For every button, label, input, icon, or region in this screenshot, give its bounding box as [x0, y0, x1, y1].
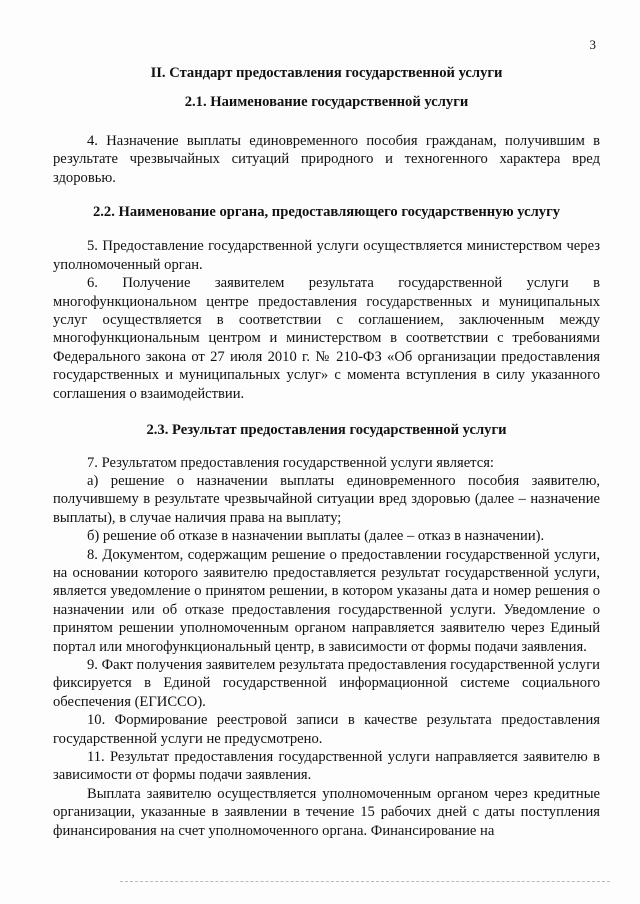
paragraph-9: 9. Факт получения заявителем результата предоставления государственной услуги фиксируется в Единой государственной информационной системе социального обеспечения (ЕГИССО). — [53, 656, 600, 710]
paragraph-7: 7. Результатом предоставления государственной услуги является: — [87, 454, 494, 471]
page-bottom-divider — [120, 881, 610, 882]
paragraph-10: 10. Формирование реестровой записи в качестве результата предоставления государственной услуги не предусмотрено. — [53, 712, 600, 747]
page-number: 3 — [589, 37, 596, 52]
section-title: II. Стандарт предоставления государственной услуги — [150, 65, 503, 81]
subsection-heading-2-1: 2.1. Наименование государственной услуги — [184, 94, 469, 111]
paragraph-4: 4. Назначение выплаты единовременного пособия гражданам, получившим в результате чрезвычайных ситуаций природного и техногенного характера вред здоровью. — [53, 132, 600, 186]
subsection-heading-2-3: 2.3. Результат предоставления государственной услуги — [146, 422, 507, 439]
paragraph-7a: а) решение о назначении выплаты единовременного пособия заявителю, получившему в результате чрезвычайной ситуации вред здоровью (далее – назначение выплаты), в случае наличия права на выплату; — [53, 472, 600, 526]
paragraph-6: 6. Получение заявителем результата государственной услуги в многофункциональном центре предоставления государственных и муниципальных услуг осуществляется в соответствии с соглашением, заключенным между многофункциональным центром и министерством в соответствии с требованиями Федерального закона от 27 июля 2010 г. № 210-ФЗ «Об организации предоставления государственных и муниципальных услуг» с момента вступления в силу указанного соглашения о взаимодействии. — [53, 275, 600, 402]
paragraph-7b: б) решение об отказе в назначении выплаты (далее – отказ в назначении). — [87, 528, 545, 545]
paragraph-5: 5. Предоставление государственной услуги осуществляется министерством через уполномоченный орган. — [53, 238, 600, 273]
paragraph-8: 8. Документом, содержащим решение о предоставлении государственной услуги, на основании которого заявителю предоставляется результат государственной услуги, является уведомление о принятом решении, в котором указаны дата и номер решения о назначении или об отказе предоставления государственной услуги. Уведомление о принятом решении уполномоченным органом направляется заявителю через Единый портал или многофункциональный центр, в зависимости от формы подачи заявления. — [53, 546, 600, 655]
paragraph-payment: Выплата заявителю осуществляется уполномоченным органом через кредитные организации, указанные в заявлении в течение 15 рабочих дней с даты поступления финансирования на счет уполномоченного органа. Финансирование на — [53, 785, 600, 839]
paragraph-11: 11. Результат предоставления государственной услуги направляется заявителю в зависимости от формы подачи заявления. — [53, 749, 600, 784]
subsection-heading-2-2: 2.2. Наименование органа, предоставляющего государственную услугу — [92, 204, 561, 221]
document-body — [53, 64, 600, 840]
